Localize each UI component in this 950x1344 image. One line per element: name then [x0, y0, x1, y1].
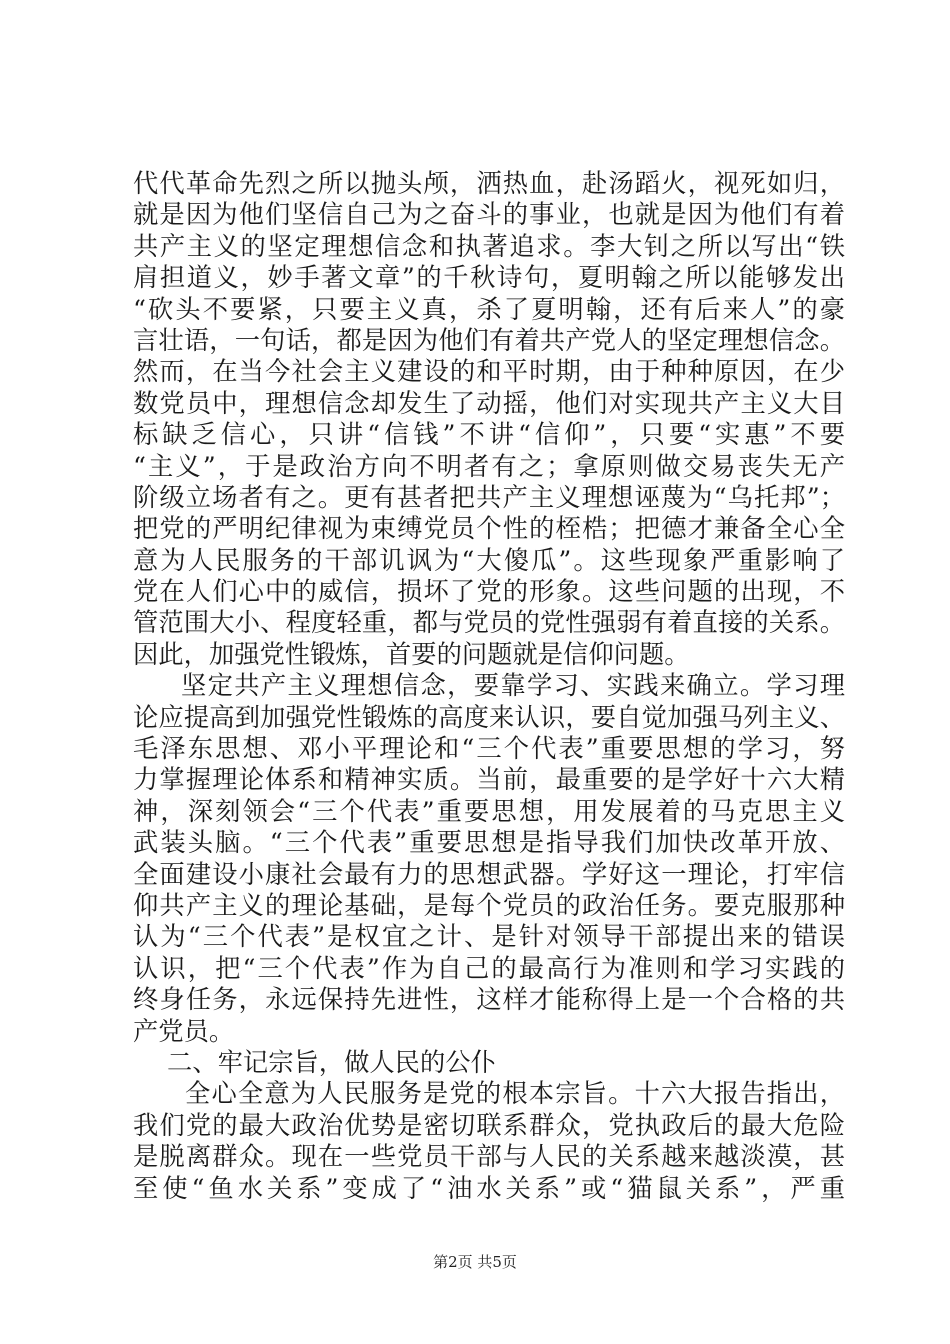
text-line: 我们党的最大政治优势是密切联系群众，党执政后的最大危险	[133, 1110, 845, 1140]
text-line: 至使“鱼水关系”变成了“油水关系”或“猫鼠关系”，严重	[133, 1173, 845, 1203]
paragraph-first-line: 全心全意为人民服务是党的根本宗旨。十六大报告指出，	[185, 1079, 845, 1109]
text-line: 就是因为他们坚信自己为之奋斗的事业，也就是因为他们有着	[133, 200, 845, 230]
text-line: 认为“三个代表”是权宜之计、是针对领导干部提出来的错误	[133, 922, 845, 952]
text-line: 认识，把“三个代表”作为自己的最高行为准则和学习实践的	[133, 953, 845, 983]
text-line: 然而，在当今社会主义建设的和平时期，由于种种原因，在少	[133, 357, 845, 387]
text-line: 仰共产主义的理论基础，是每个党员的政治任务。要克服那种	[133, 890, 845, 920]
paragraph-first-line: 坚定共产主义理想信念，要靠学习、实践来确立。学习理	[181, 671, 845, 701]
text-line: 标缺乏信心，只讲“信钱”不讲“信仰”，只要“实惠”不要	[133, 420, 845, 450]
text-line: 言壮语，一句话，都是因为他们有着共产党人的坚定理想信念。	[133, 325, 845, 355]
text-line: 意为人民服务的干部讥讽为“大傻瓜”。这些现象严重影响了	[133, 545, 845, 575]
text-line: 力掌握理论体系和精神实质。当前，最重要的是学好十六大精	[133, 765, 845, 795]
text-line: 代代革命先烈之所以抛头颅，洒热血，赴汤蹈火，视死如归，	[133, 169, 845, 198]
page-number-footer: 第2页 共5页	[433, 1253, 517, 1271]
text-line: “主义”，于是政治方向不明者有之；拿原则做交易丧失无产	[133, 451, 845, 481]
text-line: 产党员。	[133, 1016, 235, 1046]
text-line: 共产主义的坚定理想信念和执著追求。李大钊之所以写出“铁	[133, 231, 845, 261]
text-line: 数党员中，理想信念却发生了动摇，他们对实现共产主义大目	[133, 388, 845, 418]
text-line: “砍头不要紧，只要主义真，杀了夏明翰，还有后来人”的豪	[133, 294, 845, 324]
text-line: 神，深刻领会“三个代表”重要思想，用发展着的马克思主义	[133, 796, 845, 826]
section-heading: 二、牢记宗旨，做人民的公仆	[167, 1047, 496, 1077]
text-line: 终身任务，永远保持先进性，这样才能称得上是一个合格的共	[133, 985, 845, 1015]
text-line: 论应提高到加强党性锻炼的高度来认识，要自觉加强马列主义、	[133, 702, 845, 732]
text-line: 毛泽东思想、邓小平理论和“三个代表”重要思想的学习，努	[133, 734, 845, 764]
text-line: 党在人们心中的威信，损坏了党的形象。这些问题的出现，不	[133, 577, 845, 607]
text-line: 把党的严明纪律视为束缚党员个性的桎梏；把德才兼备全心全	[133, 514, 845, 544]
text-line: 全面建设小康社会最有力的思想武器。学好这一理论，打牢信	[133, 859, 845, 889]
text-line: 管范围大小、程度轻重，都与党员的党性强弱有着直接的关系。	[133, 608, 845, 638]
text-line: 是脱离群众。现在一些党员干部与人民的关系越来越淡漠，甚	[133, 1142, 845, 1172]
text-line: 肩担道义，妙手著文章”的千秋诗句，夏明翰之所以能够发出	[133, 263, 845, 293]
text-line: 阶级立场者有之。更有甚者把共产主义理想诬蔑为“乌托邦”；	[133, 482, 845, 512]
text-line: 武装头脑。“三个代表”重要思想是指导我们加快改革开放、	[133, 828, 845, 858]
text-line: 因此，加强党性锻炼，首要的问题就是信仰问题。	[133, 639, 690, 669]
document-body	[133, 168, 845, 1204]
